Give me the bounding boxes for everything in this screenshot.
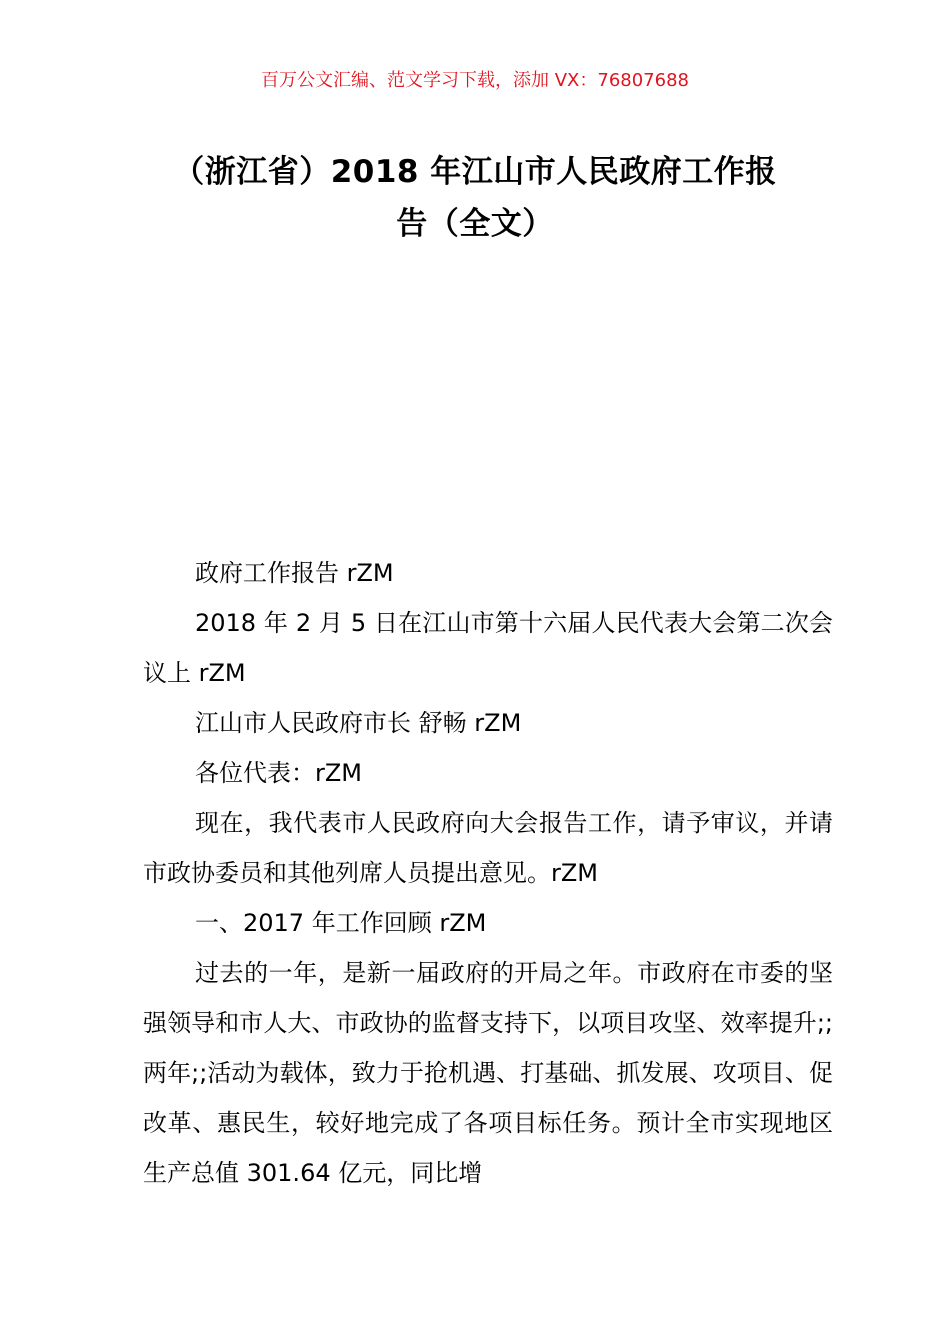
document-title xyxy=(100,146,850,250)
paragraph-review-body: 过去的一年，是新一届政府的开局之年。市政府在市委的坚强领导和市人大、市政协的监督支持下，以项目攻坚、效率提升;;两年;;活动为载体，致力于抢机遇、打基础、抓发展、攻项目、促改革、惠民生，较好地完成了各项目标任务。预计全市实现地区生产总值 301.64 亿元，同比增 xyxy=(143,959,833,1187)
document-body xyxy=(143,548,833,1198)
paragraph-meeting-date: 2018 年 2 月 5 日在江山市第十六届人民代表大会第二次会议上 rZM xyxy=(143,609,833,687)
section-heading-review: 一、2017 年工作回顾 rZM xyxy=(195,909,487,937)
paragraph-salutation: 各位代表：rZM xyxy=(195,759,363,787)
paragraph-speaker: 江山市人民政府市长 舒畅 rZM xyxy=(195,709,522,737)
document-title-line-2: 告（全文） xyxy=(396,206,554,242)
header-banner: 百万公文汇编、范文学习下载，添加 VX：76807688 xyxy=(261,70,689,91)
paragraph-report-label: 政府工作报告 rZM xyxy=(195,559,394,587)
document-title-line-1: （浙江省）2018 年江山市人民政府工作报 xyxy=(173,154,777,190)
paragraph-opening: 现在，我代表市人民政府向大会报告工作，请予审议，并请市政协委员和其他列席人员提出意见。rZM xyxy=(143,809,833,887)
